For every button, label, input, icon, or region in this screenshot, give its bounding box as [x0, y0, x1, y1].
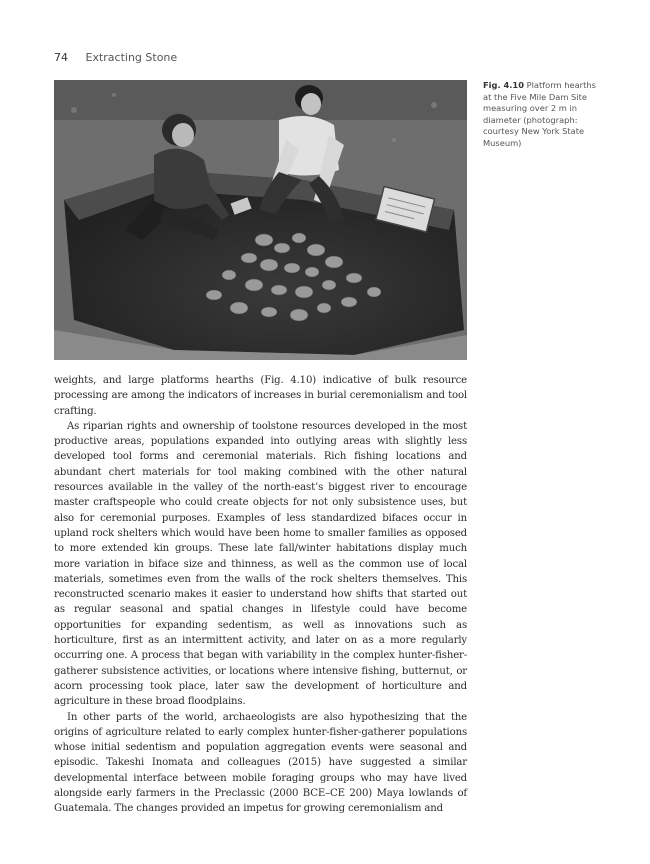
paragraph-3: In other parts of the world, archaeologists are also hypothesizing that the origins of agriculture related to early complex hunter-fisher-gatherer populations whose initial sedentism and population aggregation events were seasonal and episodic. Takeshi Inomata and colleagues (2015) have suggested a similar developmental interface between mobile foraging groups who may have lived alongside early farmers in the Preclassic (2000 BCE–CE 200) Maya lowlands of Guatemala. The changes provided an impetus for growing ceremonialism and	[54, 711, 467, 815]
figure-caption-text: Platform hearths at the Five Mile Dam Site measuring over 2 m in diameter (photograph: courtesy New York State Museum)	[483, 80, 596, 148]
figure-caption	[483, 80, 603, 149]
paragraph-1: weights, and large platforms hearths (Fig. 4.10) indicative of bulk resource processing are among the indicators of increases in burial ceremonialism and tool crafting.	[54, 375, 467, 417]
running-title: Extracting Stone	[85, 51, 178, 64]
body-text	[54, 373, 467, 817]
excavation-photo-icon	[54, 80, 467, 360]
paragraph-2: As riparian rights and ownership of toolstone resources developed in the most productive areas, populations expanded into outlying areas with slightly less developed tool forms and ceremonial materials. Rich fishing locations and abundant chert materials for tool making combined with the other natural resources available in the valley of the north-east’s biggest river to encourage master craftspeople who could create objects for not only subsistence uses, but also for ceremonial purposes. Examples of less standardized bifaces occur in upland rock shelters which would have been home to smaller families as opposed to more extended kin groups. These late fall/winter habitations display much more variation in biface size and thinness, as well as the common use of local materials, sometimes even from the walls of the rock shelters themselves. This reconstructed scenario makes it easier to understand how shifts that started out as regular seasonal and spatial changes in lifestyle could have become opportunities for expanding sedentism, as well as innovations such as horticulture, first as an intermittent activity, and later on as a more regularly occurring one. A process that began with variability in the complex hunter-fisher-gatherer subsistence activities, or locations where intensive fishing, butternut, or acorn processing took place, later saw the development of horticulture and agriculture in these broad floodplains.	[54, 420, 467, 708]
running-head	[54, 51, 177, 64]
page-number: 74	[54, 51, 68, 64]
figure-label: Fig. 4.10	[483, 80, 524, 90]
